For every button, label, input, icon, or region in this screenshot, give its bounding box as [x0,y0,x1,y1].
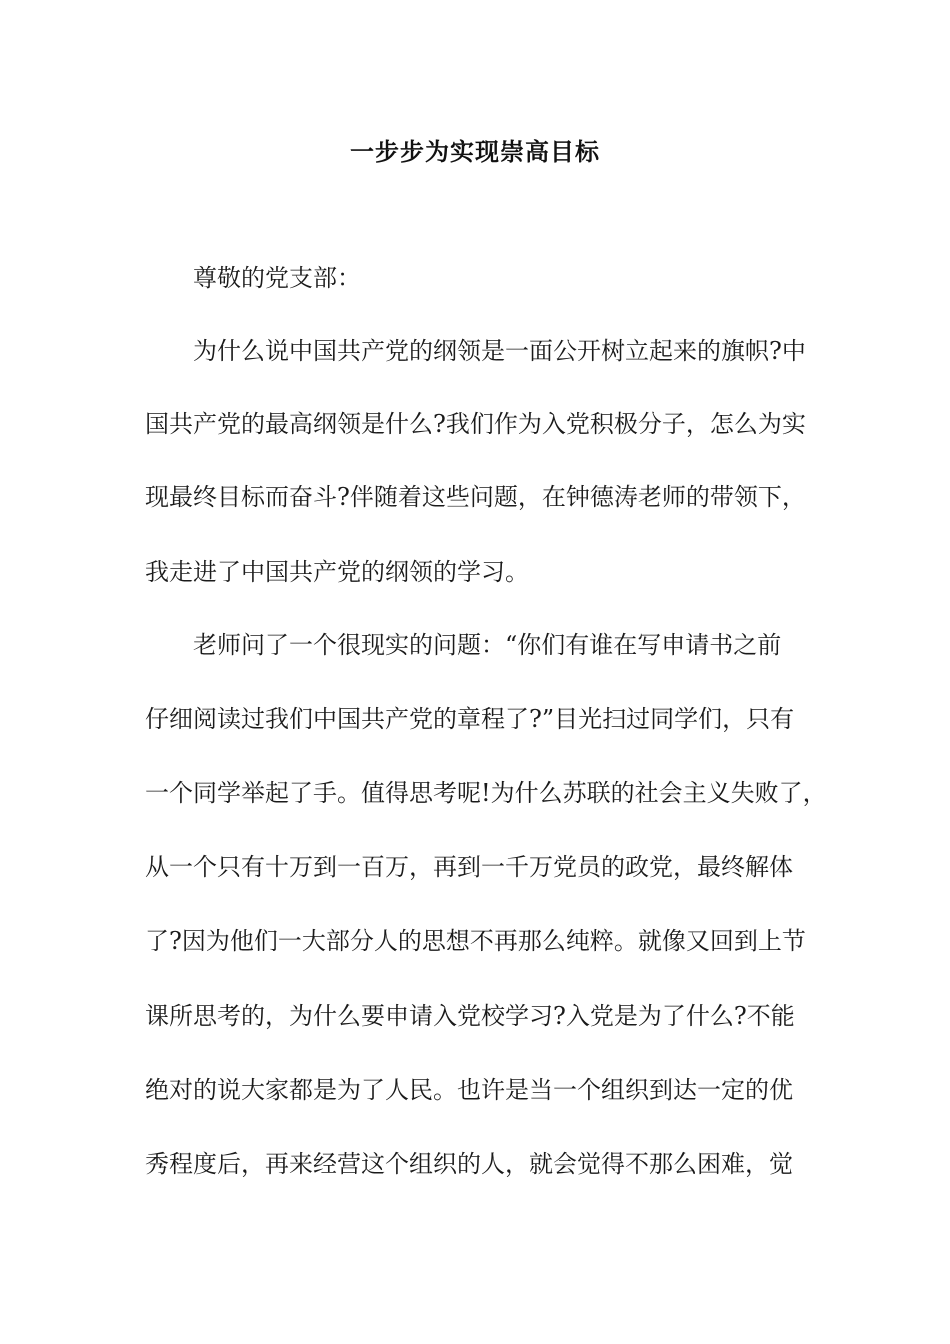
paragraph-line: 秀程度后，再来经营这个组织的人，就会觉得不那么困难，觉 [145,1150,793,1178]
paragraph-line: 课所思考的，为什么要申请入党校学习?入党是为了什么?不能 [145,1002,795,1030]
salutation: 尊敬的党支部： [193,264,361,292]
paragraph-line: 我走进了中国共产党的纲领的学习。 [145,558,529,586]
paragraph-line: 老师问了一个很现实的问题：“你们有谁在写申请书之前 [193,631,782,659]
document-title: 一步步为实现崇高目标 [350,138,600,166]
paragraph-line: 绝对的说大家都是为了人民。也许是当一个组织到达一定的优 [145,1076,793,1104]
paragraph-line: 从一个只有十万到一百万，再到一千万党员的政党，最终解体 [145,853,793,881]
paragraph-line: 了?因为他们一大部分人的思想不再那么纯粹。就像又回到上节 [145,927,806,955]
paragraph-line: 现最终目标而奋斗?伴随着这些问题，在钟德涛老师的带领下， [145,483,806,511]
paragraph-line: 国共产党的最高纲领是什么?我们作为入党积极分子，怎么为实 [145,410,806,438]
paragraph-line: 一个同学举起了手。值得思考呢!为什么苏联的社会主义失败了， [145,779,827,807]
paragraph-line: 仔细阅读过我们中国共产党的章程了?”目光扫过同学们，只有 [145,705,795,733]
paragraph-line: 为什么说中国共产党的纲领是一面公开树立起来的旗帜?中 [193,337,806,365]
